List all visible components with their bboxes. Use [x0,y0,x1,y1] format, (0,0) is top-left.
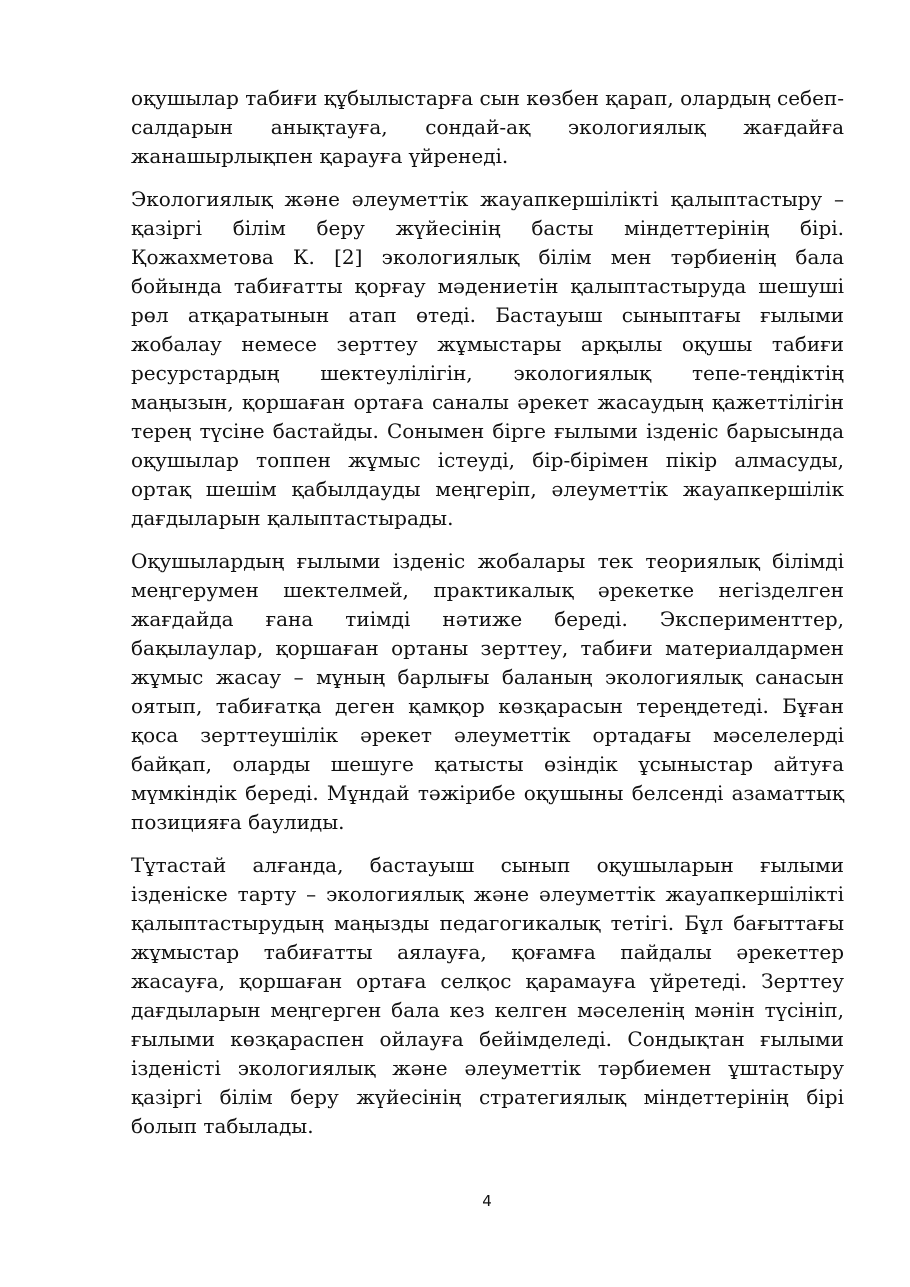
body-text [131,84,844,1155]
page-number: 4 [482,1192,492,1210]
paragraph-4: Тұтастай алғанда, бастауыш сынып оқушыларын ғылыми ізденіске тарту – экологиялық және әлеуметтік жауапкершілікті қалыптастырудың маңызды педагогикалық тетігі. Бұл бағыттағы жұмыстар табиғатты аялауға, қоғамға пайдалы әрекеттер жасауға, қоршаған ортаға селқос қарамауға үйретеді. Зерттеу дағдыларын меңгерген бала кез келген мәселенің мәнін түсініп, ғылыми көзқараспен ойлауға бейімделеді. Сондықтан ғылыми ізденісті экологиялық және әлеуметтік тәрбиемен ұштастыру қазіргі білім беру жүйесінің стратегиялық міндеттерінің бірі болып табылады. [131,853,844,1138]
paragraph-2: Экологиялық және әлеуметтік жауапкершілікті қалыптастыру – қазіргі білім беру жүйесінің басты міндеттерінің бірі. Қожахметова К. [2] экологиялық білім мен тәрбиенің бала бойында табиғатты қорғау мәдениетін қалыптастыруда шешуші рөл атқаратынын атап өтеді. Бастауыш сыныптағы ғылыми жобалау немесе зерттеу жұмыстары арқылы оқушы табиғи ресурстардың шектеулілігін, экологиялық тепе-теңдіктің маңызын, қоршаған ортаға саналы әрекет жасаудың қажеттілігін терең түсіне бастайды. Сонымен бірге ғылыми ізденіс барысында оқушылар топпен жұмыс істеуді, бір-бірімен пікір алмасуды, ортақ шешім қабылдауды меңгеріп, әлеуметтік жауапкершілік дағдыларын қалыптастырады. [131,187,844,530]
paragraph-1: оқушылар табиғи құбылыстарға сын көзбен қарап, олардың себеп-салдарын анықтауға, сондай-ақ экологиялық жағдайға жанашырлықпен қарауға үйренеді. [131,86,845,168]
paragraph-3: Оқушылардың ғылыми ізденіс жобалары тек теориялық білімді меңгерумен шектелмей, практикалық әрекетке негізделген жағдайда ғана тиімді нәтиже береді. Эксперименттер, бақылаулар, қоршаған ортаны зерттеу, табиғи материалдармен жұмыс жасау – мұның барлығы баланың экологиялық санасын оятып, табиғатқа деген қамқор көзқарасын тереңдетеді. Бұған қоса зерттеушілік әрекет әлеуметтік ортадағы мәселелерді байқап, оларды шешуге қатысты өзіндік ұсыныстар айтуға мүмкіндік береді. Мұндай тәжірибе оқушыны белсенді азаматтық позицияға баулиды. [131,549,844,834]
